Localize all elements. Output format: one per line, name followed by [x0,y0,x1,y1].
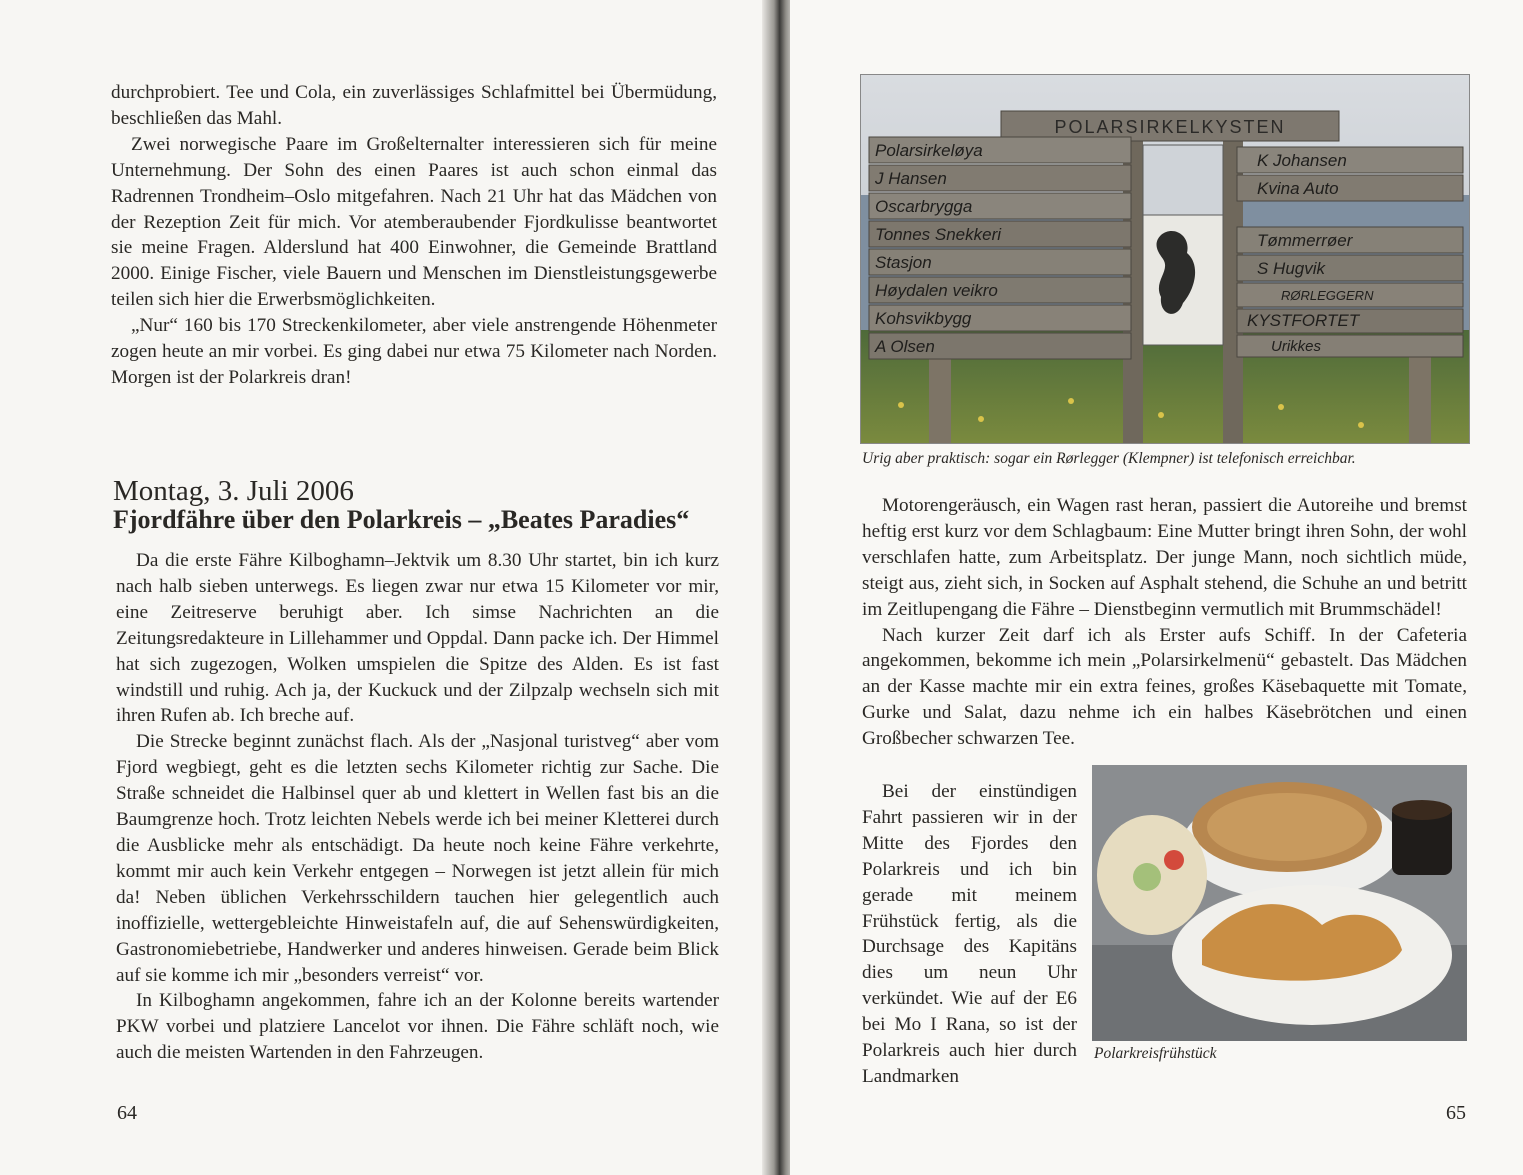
left-main-text [116,548,719,1066]
paragraph: Motorengeräusch, ein Wagen rast heran, passiert die Autoreihe und bremst heftig erst kurz vor dem Schlagbaum: Eine Mutter bringt ihren Sohn, der wohl verschlafen hatte, zum Arbeitsplatz. Der junge Mann, noch sichtlich müde, steigt aus, zieht sich, in Socken auf Asphalt stehend, die Schuhe an und betritt im Zeitlupengang die Fähre – Dienstbeginn vermutlich mit Brummschädel! [862,495,1467,620]
sign-board-right: KYSTFORTET [1247,311,1360,330]
paragraph: Zwei norwegische Paare im Großelternalter interessieren sich für meine Unternehmung. Der Sohn des einen Paares ist auch schon einmal das Radrennen Trondheim–Oslo mitgefahren. Nach 21 Uhr hat das Mädchen von der Rezeption Zeit für mich. Vor atemberaubender Fjordkulisse beantwortet sie meine Fragen. Alderslund hat 400 Einwohner, die Gemeinde Brattland 2000. Einige Fischer, viele Bauern und Menschen im Dienstleistungsgewerbe teilen sich hier die Erwerbsmöglichkeiten. [111,133,717,311]
sign-board-right: K Johansen [1257,151,1347,170]
sign-header: POLARSIRKELKYSTEN [1054,117,1286,137]
sign-board-left: J Hansen [875,169,947,188]
sign-board-left: Oscarbrygga [875,197,973,216]
sign-board-left: Tonnes Snekkeri [875,225,1002,244]
sign-board-right: S Hugvik [1257,259,1326,278]
sign-board-left: Stasjon [875,253,932,272]
sign-board-right: RØRLEGGERN [1281,288,1374,303]
paragraph: durchprobiert. Tee und Cola, ein zuverlässiges Schlafmittel bei Übermüdung, beschließen das Mahl. [111,82,717,129]
page-number-right: 65 [1446,1102,1466,1124]
entry-title: Fjordfähre über den Polarkreis – „Beates Paradies“ [113,505,690,534]
caption-sign-photo: Urig aber praktisch: sogar ein Rørlegger (Klempner) ist telefonisch erreichbar. [862,450,1356,467]
page-number-left: 64 [117,1102,137,1124]
sign-board-left: Kohsvikbygg [875,309,972,328]
entry-date: Montag, 3. Juli 2006 [113,475,354,507]
paragraph: Bei der einstündigen Fahrt passieren wir in der Mitte des Fjordes den Polarkreis und ich bin gerade mit meinem Frühstück fertig, als die Durchsage des Kapitäns dies um neun Uhr verkündet. Wie auf der E6 bei Mo I Rana, so ist der Polarkreis auch hier durch Landmarken [862,781,1077,1087]
sign-board-right: Kvina Auto [1257,179,1339,198]
left-top-text [111,80,717,391]
sign-board-left: A Olsen [875,337,935,356]
right-main-text [862,493,1467,752]
caption-breakfast-photo: Polarkreisfrühstück [1094,1045,1217,1062]
sign-board-right: Urikkes [1271,338,1322,355]
sign-board-left: Polarsirkeløya [875,141,983,160]
sign-board-right: Tømmerrøer [1257,231,1353,250]
paragraph: In Kilboghamn angekommen, fahre ich an der Kolonne bereits wartender PKW vorbei und platziere Lancelot vor ihnen. Die Fähre schläft noch, wie auch die meisten Wartenden in den Fahrzeugen. [116,990,719,1064]
paragraph: Da die erste Fähre Kilboghamn–Jektvik um 8.30 Uhr startet, bin ich kurz nach halb sieben unterwegs. Es liegen zwar nur etwa 15 Kilometer vor mir, eine Zeitreserve beruhigt aber. Ich simse Nachrichten an die Zeitungsredakteure in Lillehammer und Oppdal. Dann packe ich. Der Himmel hat sich zugezogen, Wolken umspielen die Spitze des Alden. Es ist fast windstill und ruhig. Ach ja, der Kuckuck und der Zilpzalp wechseln sich mit ihren Rufen ab. Ich breche auf. [116,550,719,727]
paragraph: „Nur“ 160 bis 170 Streckenkilometer, aber viele anstrengende Höhenmeter zogen heute an mir vorbei. Es ging dabei nur etwa 75 Kilometer nach Norden. Morgen ist der Polarkreis dran! [111,315,717,388]
paragraph: Die Strecke beginnt zunächst flach. Als der „Nasjonal turistveg“ aber vom Fjord wegbiegt, geht es die letzten sechs Kilometer richtig zur Sache. Die Straße schneidet die Halbinsel quer ab und klettert in Wellen fast bis an die Baumgrenze hoch. Trotz leichten Nebels werde ich bei meiner Kletterei durch die Ausblicke mehr als entschädigt. Da heute noch keine Fähre verkehrte, kommt mir auch kein Verkehr entgegen – Norwegen ist jetzt allein für mich da! Neben üblichen Verkehrsschildern tauchen hier gelegentlich auch inoffizielle, wettergebleichte Hinweistafeln auf, die auf Sehenswürdigkeiten, Gastronomiebetriebe, Handwerker und anderes hinweisen. Gerade beim Blick auf sie komme ich mir „besonders verreist“ vor. [116,731,719,986]
polar-circle-sign-photo [860,74,1470,444]
breakfast-photo [1092,765,1467,1041]
paragraph: Nach kurzer Zeit darf ich als Erster aufs Schiff. In der Cafeteria angekommen, bekomme ich mein „Polarsirkelmenü“ gebastelt. Das Mädchen an der Kasse machte mir ein extra feines, großes Käsebaquette mit Tomate, Gurke und Salat, dazu nehme ich ein halbes Käsebrötchen und einen Großbecher schwarzen Tee. [862,624,1467,750]
sign-board-left: Høydalen veikro [875,281,998,300]
right-narrow-text [862,779,1077,1090]
